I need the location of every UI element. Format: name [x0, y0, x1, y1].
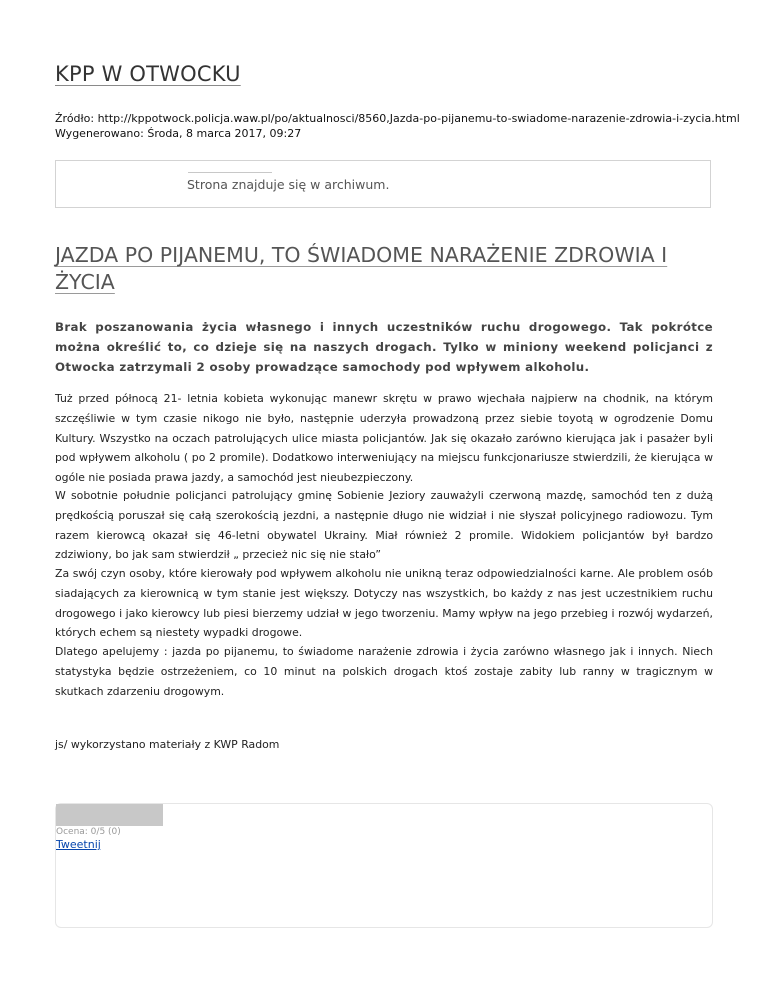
archive-notice-text: Strona znajduje się w archiwum. [187, 177, 390, 192]
archive-divider [188, 172, 272, 173]
source-url-line: Źródło: http://kppotwock.policja.waw.pl/po/aktualnosci/8560,Jazda-po-pijanemu-to-swiadome-narazenie-zdrowia-i-zycia.html [55, 112, 740, 125]
rating-box [55, 803, 713, 928]
article-paragraph: Dlatego apelujemy : jazda po pijanemu, to świadome narażenie zdrowia i życia zarówno własnego jak i innych. Niech statystyka będzie ostrzeżeniem, co 10 minut na polskich drogach ktoś zostaje zabity lub ranny w tragicznym w skutkach zdarzeniu drogowym. [55, 645, 713, 698]
article-paragraph: Za swój czyn osoby, które kierowały pod wpływem alkoholu nie unikną teraz odpowiedzialności karne. Ale problem osób siadających za kierownicą w tym stanie jest większy. Dotyczy nas wszystkich, bo każdy z nas jest uczestnikiem ruchu drogowego i jako kierowcy lub piesi bierzemy udział w jego tworzeniu. Mamy wpływ na jego przebieg i rozwój wydarzeń, których echem są niestety wypadki drogowe. [55, 567, 713, 640]
generated-date-line: Wygenerowano: Środa, 8 marca 2017, 09:27 [55, 127, 302, 140]
rating-score-text: Ocena: 0/5 (0) [56, 827, 121, 837]
site-title: KPP W OTWOCKU [55, 62, 241, 86]
article-paragraph: W sobotnie południe policjanci patrolujący gminę Sobienie Jeziory zauważyli czerwoną mazdę, samochód ten z dużą prędkością poruszał się całą szerokością jezdni, a następnie długo nie widział i nie słyszał policyjnego radiowozu. Tym razem kierowcą okazał się 46-letni obywatel Ukrainy. Miał również 2 promile. Widokiem policjantów był bardzo zdziwiony, bo jak sam stwierdził „ przecież nic się nie stało” [55, 489, 713, 562]
article-lead: Brak poszanowania życia własnego i innych uczestników ruchu drogowego. Tak pokrótce można określić to, co dzieje się na naszych drogach. Tylko w miniony weekend policjanci z Otwocka zatrzymali 2 osoby prowadzące samochody pod wpływem alkoholu. [55, 320, 713, 374]
rating-stars-widget[interactable] [56, 804, 163, 826]
article-signature: js/ wykorzystano materiały z KWP Radom [55, 738, 280, 751]
source-meta [55, 111, 740, 141]
archive-notice-box [55, 160, 711, 208]
article-title: JAZDA PO PIJANEMU, TO ŚWIADOME NARAŻENIE ZDROWIA I ŻYCIA [55, 243, 668, 294]
tweet-link[interactable]: Tweetnij [56, 838, 101, 851]
article-paragraph: Tuż przed północą 21- letnia kobieta wykonując manewr skrętu w prawo wjechała najpierw na chodnik, na którym szczęśliwie w tym czasie nikogo nie było, następnie uderzyła prowadzoną przez siebie toyotą w ogrodzenie Domu Kultury. Wszystko na oczach patrolujących ulice miasta policjantów. Jak się okazało zarówno kierująca jak i pasażer byli pod wpływem alkoholu ( po 2 promile). Dodatkowo interweniujący na miejscu funkcjonariusze stwierdzili, że kierująca w ogóle nie posiada prawa jazdy, a samochód jest nieubezpieczony. [55, 392, 713, 485]
